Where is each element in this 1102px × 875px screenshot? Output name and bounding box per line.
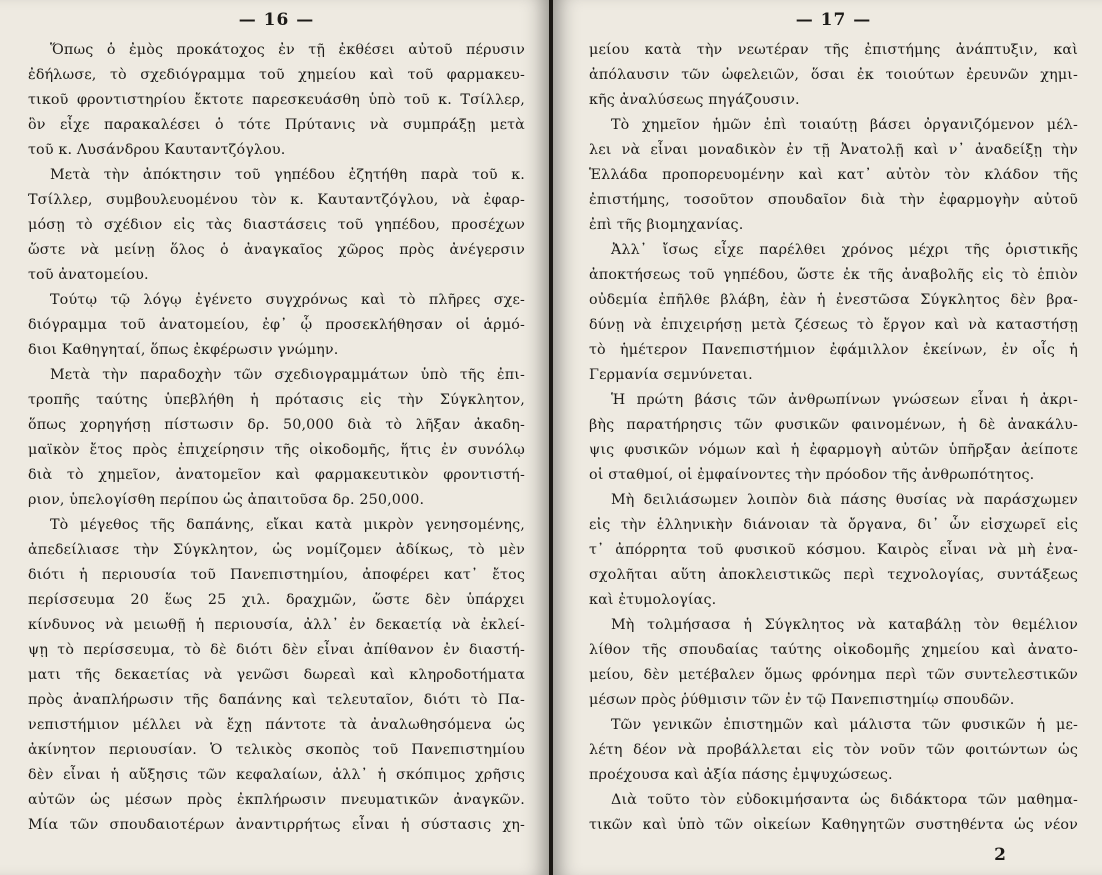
text-line: ψις φυσικῶν νόμων καὶ ἡ ἐφαρμογὴ αὐτῶν ὑπῆρξαν ἀείποτε [589, 442, 1078, 458]
text-line: Τσίλλερ, συμβουλευομένου τὸν κ. Καυταντζόγλου, νὰ ἐφαρ- [28, 192, 525, 208]
text-line: μείου κατὰ τὴν νεωτέραν τῆς ἐπιστήμης ἀνάπτυξιν, καὶ [589, 42, 1078, 58]
text-line: διόγραμμα τοῦ ἀνατομείου, ἐφ᾽ ᾧ προσεκλήθησαν οἱ ἁρμό- [28, 317, 525, 333]
text-line: ὅπως χορηγήσῃ πίστωσιν δρ. 50,000 διὰ τὸ λῆξαν ἀκαδη- [28, 417, 525, 433]
text-line: ψῃ τὸ περίσσευμα, τὸ δὲ διότι δὲν εἶναι ἀπίθανον ἐν διαστή- [28, 642, 525, 658]
text-line: Μία τῶν σπουδαιοτέρων ἀναντιρρήτως εἶναι ἡ σύστασις χη- [28, 817, 525, 833]
text-line: ἐδήλωσε, τὸ σχεδιόγραμμα τοῦ χημείου καὶ τοῦ φαρμακευ- [28, 67, 525, 83]
page-body [28, 38, 525, 838]
text-line: δὲν εἶναι ἡ αὔξησις τῶν κεφαλαίων, ἀλλ᾽ ἡ σκόπιμος χρῆσις [28, 767, 525, 783]
text-line: βὴς παρατήρησις τῶν φυσικῶν φαινομένων, ἡ δὲ ἀνακάλυ- [589, 417, 1078, 433]
text-line: ἀπεδείλιασε τὴν Σύγκλητον, ὡς νομίζομεν ἀδίκως, τὸ μὲν [28, 542, 525, 558]
page-number: — 17 — [795, 10, 872, 30]
text-line: μόσῃ τὸ σχέδιον εἰς τὰς διαστάσεις τοῦ γηπέδου, προσέχων [28, 217, 525, 233]
text-line: Μὴ δειλιάσωμεν λοιπὸν διὰ πάσης θυσίας νὰ παράσχωμεν [611, 492, 1078, 508]
text-line: τροπῆς ταύτης ὑπεβλήθη ἡ πρότασις εἰς τὴν Σύγκλητον, [28, 392, 525, 408]
text-line: Μὴ τολμήσασα ἡ Σύγκλητος νὰ καταβάλῃ τὸν θεμέλιον [611, 617, 1078, 633]
text-line: μείου, δὲν μετέβαλεν ὅμως φρόνημα περὶ τῶν συντελεστικῶν [589, 667, 1078, 683]
text-line: Μετὰ τὴν παραδοχὴν τῶν σχεδιογραμμάτων ὑπὸ τῆς ἐπι- [50, 367, 525, 383]
text-line: Τῶν γενικῶν ἐπιστημῶν καὶ μάλιστα τῶν φυσικῶν ἡ με- [611, 717, 1078, 733]
text-line: τοῦ ἀνατομείου. [28, 267, 149, 283]
text-line: μαϊκὸν ἔτος πρὸς ἐπιχείρησιν τῆς οἰκοδομῆς, ἥτις ἐν συνόλῳ [28, 442, 525, 458]
text-line: ἀκίνητον περιουσίαν. Ὁ τελικὸς σκοπὸς τοῦ Πανεπιστημίου [28, 742, 525, 758]
text-line: διότι ἡ περιουσία τοῦ Πανεπιστημίου, ἀποφέρει κατ᾽ ἔτος [28, 567, 525, 583]
text-line: ματι τῆς δεκαετίας νὰ γενῶσι δωρεαὶ καὶ κληροδοτήματα [28, 667, 525, 683]
text-line: Διὰ τοῦτο τὸν εὐδοκιμήσαντα ὡς διδάκτορα τῶν μαθημα- [611, 792, 1078, 808]
text-line: Τὸ μέγεθος τῆς δαπάνης, εἴκαι κατὰ μικρὸν γενησομένης, [50, 517, 525, 533]
text-line: λέτη δέον νὰ προβάλλεται εἰς τὸν νοῦν τῶν φοιτώντων ὡς [589, 742, 1078, 758]
text-line: καὶ ἐτυμολογίας. [589, 592, 717, 608]
text-line: Γερμανία σεμνύνεται. [589, 367, 753, 383]
page-body [589, 38, 1078, 838]
text-line: κῆς ἀναλύσεως πηγάζουσιν. [589, 92, 800, 108]
text-line: ριον, ὑπελογίσθη περίπου ὡς ἀπαιτοῦσα δρ. 250,000. [28, 492, 425, 508]
text-line: ἀποκτήσεως τοῦ γηπέδου, ὥστε ἐκ τῆς ἀναβολῆς εἰς τὸ ἑπιὸν [589, 267, 1078, 283]
right-page [553, 0, 1102, 875]
text-line: ἐπιστήμης, τοσοῦτον σπουδαῖον διὰ τὴν ἐφαρμογὴν αὐτοῦ [589, 192, 1078, 208]
text-line: Τὸ χημεῖον ἡμῶν ἐπὶ τοιαύτῃ βάσει ὀργανιζόμενον μέλ- [611, 117, 1078, 133]
text-line: δύνῃ νὰ ἐπιχειρήσῃ μετὰ ζέσεως τὸ ἔργον καὶ νὰ καταστήσῃ [589, 317, 1078, 333]
text-line: Ὅπως ὁ ἐμὸς προκάτοχος ἐν τῇ ἐκθέσει αὐτοῦ πέρυσιν [50, 42, 525, 58]
text-line: λίθον τῆς σπουδαίας ταύτης οἰκοδομῆς χημείου καὶ ἀνατο- [589, 642, 1078, 658]
text-line: Μετὰ τὴν ἀπόκτησιν τοῦ γηπέδου ἐζητήθη παρὰ τοῦ κ. [50, 167, 525, 183]
text-line: ὥστε νὰ μείνῃ ὅλος ὁ ἀναγκαῖος χῶρος πρὸς ἀνέγερσιν [28, 242, 525, 258]
text-line: Ἑλλάδα προπορευομένην καὶ κατ᾽ αὐτὸν τὸν κλάδον τῆς [589, 167, 1078, 183]
text-line: προέχουσα καὶ ἀξία πάσης ἐμψυχώσεως. [589, 767, 893, 783]
text-line: κίνδυνος νὰ μειωθῇ ἡ περιουσία, ἀλλ᾽ ἐν δεκαετίᾳ νὰ ἐκλεί- [28, 617, 525, 633]
text-line: περίσσευμα 20 ἕως 25 χιλ. δραχμῶν, ὥστε δὲν ὑπάρχει [28, 592, 525, 608]
text-line: οὐδεμία ἐπῆλθε βλάβη, ἐὰν ἡ ἐνεστῶσα Σύγκλητος δὲν βρα- [589, 292, 1078, 308]
text-line: πρὸς ἀναπλήρωσιν τῆς δαπάνης καὶ τελευταῖον, διότι τὸ Πα- [28, 692, 525, 708]
text-line: Τούτῳ τῷ λόγῳ ἐγένετο συγχρόνως καὶ τὸ πλῆρες σχε- [50, 292, 525, 308]
text-line: εἰς τὴν ἑλληνικὴν διάνοιαν τὰ ὄργανα, δι᾽ ὧν εἰσχωρεῖ εἰς [589, 517, 1078, 533]
text-line: Ἀλλ᾽ ἴσως εἶχε παρέλθει χρόνος μέχρι τῆς ὁριστικῆς [611, 242, 1078, 258]
text-line: διοι Καθηγηταί, ὅπως ἐκφέρωσιν γνώμην. [28, 342, 339, 358]
text-line: τικοῦ φροντιστηρίου ἔκτοτε παρεσκευάσθη ὑπὸ τοῦ κ. Τσίλλερ, [28, 92, 525, 108]
text-line: σχολῆται αὕτη ἀποκλειστικῶς περὶ τεχνολογίας, συντάξεως [589, 567, 1078, 583]
text-line: μέσων πρὸς ῥύθμισιν τῶν ἐν τῷ Πανεπιστημίῳ σπουδῶν. [589, 692, 1015, 708]
text-line: ὃν εἶχε παρακαλέσει ὁ τότε Πρύτανις νὰ συμπράξῃ μετὰ [28, 117, 525, 133]
text-line: διὰ τὸ χημεῖον, ἀνατομεῖον καὶ φαρμακευτικὸν φροντιστή- [28, 467, 525, 483]
page-number: — 16 — [238, 10, 315, 30]
text-line: τὸ ἡμέτερον Πανεπιστήμιον ἐφάμιλλον ἐκείνων, ἐν οἷς ἡ [589, 342, 1078, 358]
text-line: τοῦ κ. Λυσάνδρου Καυταντζόγλου. [28, 142, 286, 158]
text-line: νεπιστήμιον μέλλει νὰ ἔχῃ πάντοτε τὰ ἀναλωθησόμενα ὡς [28, 717, 525, 733]
text-line: αὐτῶν ὡς μέσων πρὸς ἐκπλήρωσιν πνευματικῶν ἀναγκῶν. [28, 792, 525, 808]
text-line: λει νὰ εἶναι μοναδικὸν ἐν τῇ Ἀνατολῇ καὶ ν᾽ ἀναδείξῃ τὴν [589, 142, 1078, 158]
text-line: τικῶν καὶ ὑπὸ τῶν οἰκείων Καθηγητῶν συστηθέντα ὡς νέον [589, 817, 1078, 833]
text-line: οἱ σταθμοί, οἱ ἐμφαίνοντες τὴν πρόοδον τῆς ἀνθρωπότητος. [589, 467, 1035, 483]
signature-mark: 2 [994, 845, 1006, 865]
left-page [0, 0, 549, 875]
text-line: ἀπόλαυσιν τῶν ὠφελειῶν, ὅσαι ἐκ τοιούτων ἐρευνῶν χημι- [589, 67, 1078, 83]
text-line: τ᾽ ἀπόρρητα τοῦ φυσικοῦ κόσμου. Καιρὸς εἶναι νὰ μὴ ἐνα- [589, 542, 1078, 558]
text-line: Ἡ πρώτη βάσις τῶν ἀνθρωπίνων γνώσεων εἶναι ἡ ἀκρι- [611, 392, 1078, 408]
text-line: ἐπὶ τῆς βιομηχανίας. [589, 217, 744, 233]
